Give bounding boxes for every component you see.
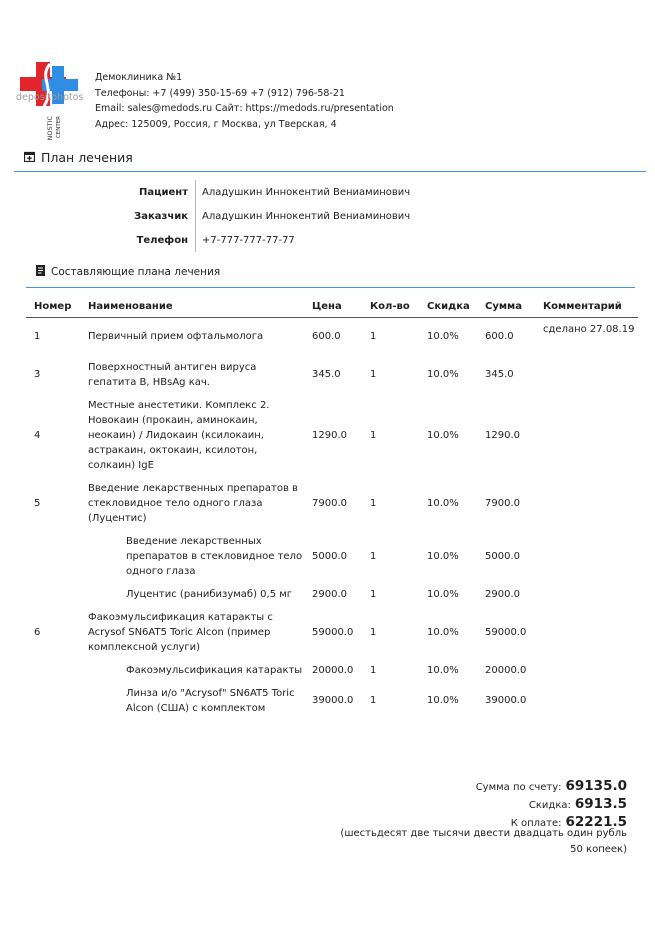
row-qty: 1	[370, 664, 377, 676]
row-qty: 1	[370, 331, 377, 343]
total-bill	[476, 778, 627, 796]
patient-label: Пациент	[138, 186, 188, 198]
header-price: Цена	[304, 295, 362, 318]
clinic-contacts: Email: sales@medods.ru Сайт: https://medods.ru/presentation	[95, 103, 394, 114]
row-name: Местные анестетики. Комплекс 2. Новокаин (прокаин, аминокаин, неокаин) / Лидокаин (ксилокаин, астракаин, октокаин, ксилотон, солкаин) IgE	[88, 399, 270, 471]
divider	[14, 171, 646, 172]
phone-row	[120, 228, 410, 252]
calendar-plus-icon	[24, 150, 35, 165]
row-comment	[535, 356, 638, 394]
header-sum: Сумма	[477, 295, 535, 318]
phone-value: +7-777-777-77-77	[195, 228, 295, 252]
row-name: Введение лекарственных препаратов в стекловидное тело одного глаза (Луцентис)	[88, 482, 298, 524]
row-number: 1	[34, 331, 41, 343]
clinic-header	[95, 70, 394, 132]
row-discount: 10.0%	[427, 429, 459, 441]
row-price: 5000.0	[312, 550, 347, 562]
row-discount: 10.0%	[427, 369, 459, 380]
header-discount: Скидка	[419, 295, 477, 318]
logo-text-line2: CENTER	[56, 116, 62, 139]
row-qty: 1	[370, 369, 377, 380]
row-name: Поверхностный антиген вируса гепатита В, HBsAg кач.	[88, 361, 257, 388]
row-comment	[535, 682, 638, 720]
row-number: 3	[34, 369, 41, 380]
row-number: 4	[34, 429, 41, 441]
row-number: 6	[34, 626, 41, 638]
row-price: 20000.0	[312, 664, 354, 676]
customer-row	[120, 204, 410, 228]
table-subrow	[26, 659, 638, 682]
table-subrow	[26, 530, 638, 583]
header-qty: Кол-во	[362, 295, 419, 318]
row-discount: 10.0%	[427, 626, 459, 638]
total-bill-value: 69135.0	[565, 778, 627, 794]
patient-info	[120, 180, 410, 252]
row-name: Луцентис (ранибизумаб) 0,5 мг	[126, 588, 293, 600]
row-comment: сделано 27.08.19	[543, 324, 635, 335]
treatment-table	[26, 295, 638, 720]
row-sum: 7900.0	[485, 497, 520, 509]
row-price: 345.0	[312, 369, 341, 380]
components-header	[36, 265, 220, 279]
clinic-address: Адрес: 125009, Россия, г Москва, ул Тверская, 4	[95, 118, 337, 130]
phone-label: Телефон	[136, 234, 188, 246]
clinic-logo	[16, 60, 86, 140]
table-row	[26, 606, 638, 659]
table-row	[26, 394, 638, 477]
row-qty: 1	[370, 550, 377, 562]
row-qty: 1	[370, 588, 377, 600]
patient-row	[120, 180, 410, 204]
row-name: Первичный прием офтальмолога	[88, 331, 264, 343]
row-discount: 10.0%	[427, 550, 459, 562]
row-sum: 1290.0	[485, 429, 520, 441]
header-comment: Комментарий	[535, 295, 638, 318]
row-qty: 1	[370, 695, 377, 706]
row-name: Факоэмульсификация катаракты с Acrysof SN6AT5 Toric Alcon (пример комплексной услуги)	[88, 611, 273, 653]
row-number	[26, 682, 80, 720]
row-price: 600.0	[312, 331, 341, 343]
header-number: Номер	[26, 295, 80, 318]
row-discount: 10.0%	[427, 588, 459, 600]
total-pay-value: 62221.5	[565, 814, 627, 830]
total-discount-label: Скидка:	[528, 800, 571, 811]
row-name: Введение лекарственных препаратов в стекловидное тело одного глаза	[126, 535, 303, 577]
customer-label: Заказчик	[134, 210, 188, 222]
row-discount: 10.0%	[427, 497, 459, 509]
row-price: 39000.0	[312, 695, 354, 706]
row-number	[26, 583, 80, 606]
row-sum: 600.0	[485, 331, 514, 343]
logo-text-line1: DIAGNOSTIC	[46, 116, 54, 140]
row-discount: 10.0%	[427, 664, 459, 676]
document-icon	[36, 265, 45, 279]
row-number	[26, 659, 80, 682]
row-sum: 345.0	[485, 369, 514, 380]
row-sum: 2900.0	[485, 588, 520, 600]
components-title: Составляющие плана лечения	[51, 266, 221, 278]
row-comment	[535, 530, 638, 583]
row-comment	[535, 583, 638, 606]
table-row	[26, 318, 638, 356]
row-name: Линза и/о "Acrysof" SN6AT5 Toric Alcon (США) с комплектом	[126, 687, 295, 714]
row-price: 7900.0	[312, 497, 347, 509]
section-header	[24, 150, 133, 165]
table-header-row	[26, 295, 638, 318]
total-discount-value: 6913.5	[574, 796, 627, 812]
row-comment	[535, 394, 638, 477]
clinic-phones: Телефоны: +7 (499) 350-15-69 +7 (912) 796-58-21	[95, 87, 345, 99]
header-name: Наименование	[80, 295, 304, 318]
table-row	[26, 356, 638, 394]
customer-value: Аладушкин Иннокентий Вениаминович	[195, 204, 410, 228]
total-in-words: (шестьдесят две тысячи двести двадцать один рубль 50 копеек)	[340, 828, 627, 855]
page-title: План лечения	[41, 150, 133, 165]
totals-block	[476, 778, 627, 832]
row-sum: 39000.0	[485, 695, 527, 706]
row-discount: 10.0%	[427, 331, 459, 343]
row-number	[26, 530, 80, 583]
table-subrow	[26, 682, 638, 720]
row-name: Факоэмульсификация катаракты	[126, 664, 303, 676]
row-sum: 5000.0	[485, 550, 520, 562]
row-discount: 10.0%	[427, 695, 459, 706]
watermark-text: depositphotos	[16, 92, 84, 103]
total-pay-label: К оплате:	[510, 818, 562, 829]
row-price: 2900.0	[312, 588, 347, 600]
row-qty: 1	[370, 497, 377, 509]
table-subrow	[26, 583, 638, 606]
divider	[26, 287, 635, 288]
clinic-name: Демоклиника №1	[95, 72, 183, 83]
row-qty: 1	[370, 429, 377, 441]
row-sum: 59000.0	[485, 626, 527, 638]
row-comment	[535, 659, 638, 682]
row-price: 59000.0	[312, 626, 354, 638]
row-sum: 20000.0	[485, 664, 527, 676]
row-qty: 1	[370, 626, 377, 638]
total-discount	[476, 796, 627, 814]
total-bill-label: Сумма по счету:	[475, 782, 562, 793]
row-comment	[535, 606, 638, 659]
row-comment	[535, 477, 638, 530]
patient-value: Аладушкин Иннокентий Вениаминович	[195, 180, 410, 204]
table-row	[26, 477, 638, 530]
row-number: 5	[34, 497, 41, 509]
row-price: 1290.0	[312, 429, 347, 441]
